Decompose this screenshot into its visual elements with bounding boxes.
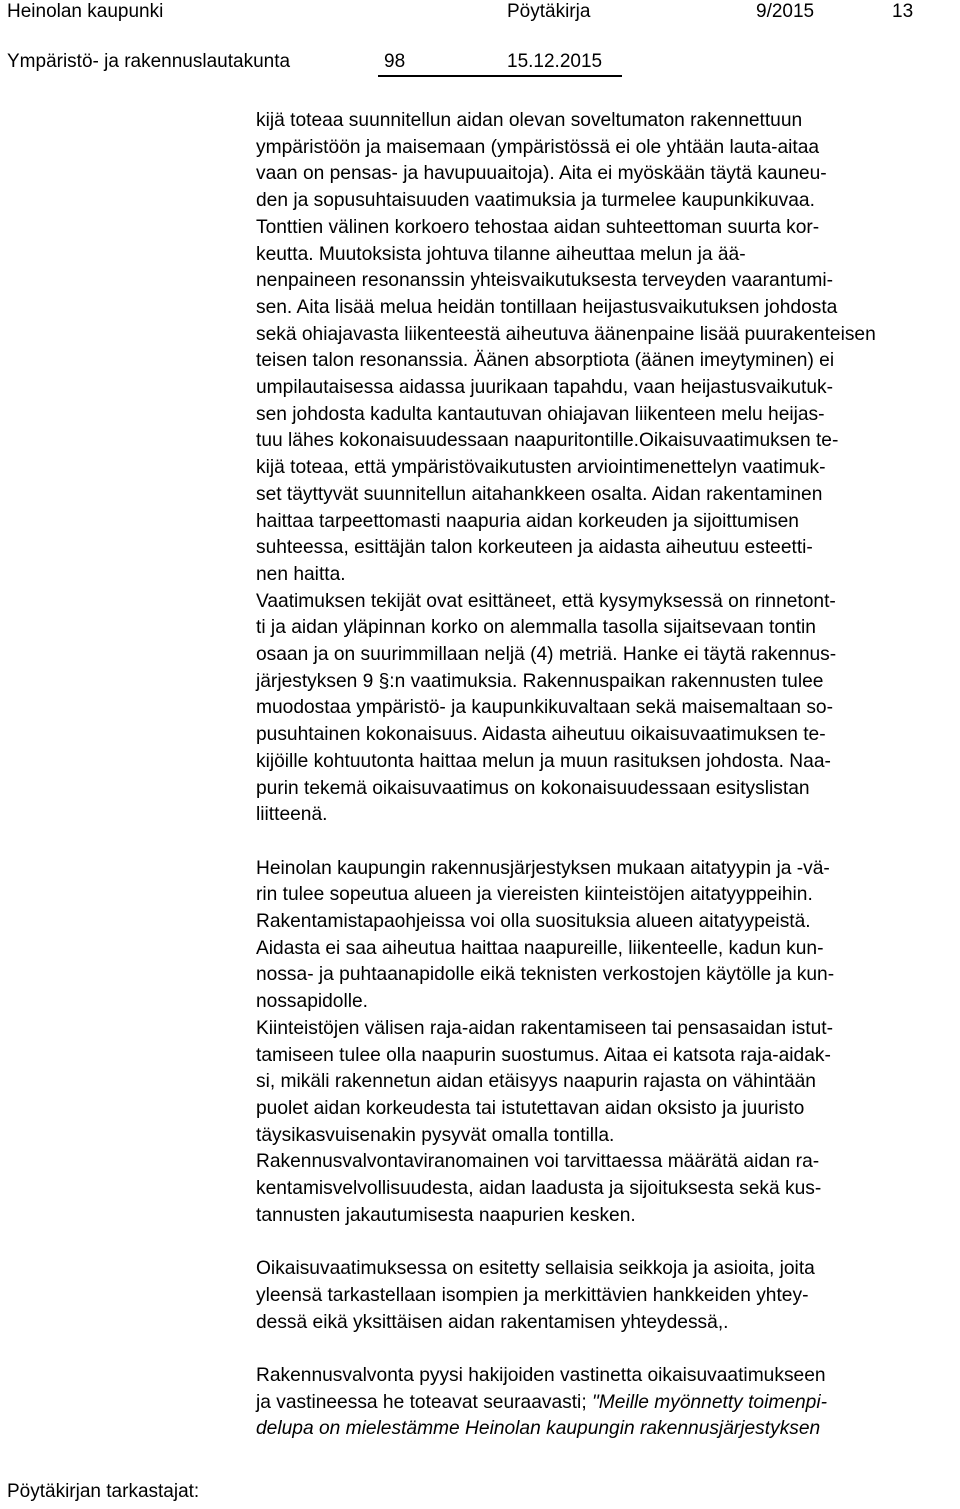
body-line: sekä ohiajavasta liikenteestä aiheutuva äänenpaine lisää puurakenteisen [256,323,876,345]
document-type: Pöytäkirja [507,1,591,22]
quote-line: delupa on mielestämme Heinolan kaupungin rakennusjärjestyksen [256,1418,821,1440]
body-line: muodostaa ympäristö- ja kaupunkikuvaltaan sekä maisemaltaan so- [256,697,833,719]
body-line: Tonttien välinen korkoero tehostaa aidan suhteettoman suurta kor- [256,216,820,238]
header-underline [378,75,622,77]
body-line: rin tulee sopeutua alueen ja viereisten kiinteistöjen aitatyyppeihin. [256,884,813,906]
body-line: den ja sopusuhtaisuuden vaatimuksia ja turmelee kaupunkikuvaa. [256,190,815,212]
body-line: haittaa tarpeettomasti naapuria aidan korkeuden ja sijoittumisen [256,510,799,532]
body-line: kentamisvelvollisuudesta, aidan laadusta ja sijoituksesta sekä kus- [256,1178,822,1200]
body-line: kijöille kohtuutonta haittaa melun ja muun rasituksen johdosta. Naa- [256,750,831,772]
body-line: Vaatimuksen tekijät ovat esittäneet, että kysymyksessä on rinnetont- [256,590,836,612]
body-line: suhteessa, esittäjän talon korkeuteen ja aidasta aiheutuu esteetti- [256,537,813,559]
body-line: teisen talon resonanssia. Äänen absorptiota (äänen imeytyminen) ei [256,350,835,372]
body-line: Aidasta ei saa aiheutua haittaa naapureille, liikenteelle, kadun kun- [256,937,824,959]
body-line: umpilautaisessa aidassa juurikaan tapahdu, vaan heijastusvaikutuk- [256,377,834,399]
body-line: set täyttyvät suunnitellun aitahankkeen osalta. Aidan rakentaminen [256,483,823,505]
body-line: nen haitta. [256,563,346,585]
body-line: ti ja aidan yläpinnan korko on alemmalla tasolla sijaitsevaan tontin [256,617,816,639]
footer-label: Pöytäkirjan tarkastajat: [7,1481,200,1502]
body-line: sen. Aita lisää melua heidän tontillaan heijastusvaikutuksen johdosta [256,296,838,318]
paragraph-gap [256,1336,956,1363]
body-line: nenpaineen resonanssin yhteisvaikutuksesta terveyden vaarantumi- [256,270,834,292]
body-line: ympäristöön ja maisemaan (ympäristössä ei ole yhtään lauta-aitaa [256,136,820,158]
body-line: Rakentamistapaohjeissa voi olla suosituksia alueen aitatyypeistä. [256,911,811,933]
body-line: vaan on pensas- ja havupuuaitoja). Aita ei myöskään täytä kauneu- [256,163,827,185]
organization-name: Heinolan kaupunki [7,1,164,22]
body-line: kijä toteaa suunnitellun aidan olevan soveltumaton rakennettuun [256,110,803,131]
body-line: purin tekemä oikaisuvaatimus on kokonaisuudessaan esityslistan [256,777,810,799]
body-line: nossapidolle. [256,991,369,1013]
quote-start: "Meille myönnetty toimenpi- [591,1391,828,1413]
body-line: sen johdosta kadulta kantautuvan ohiajavan liikenteen melu heijas- [256,403,825,425]
body-line: Kiinteistöjen välisen raja-aidan rakentamiseen tai pensasaidan istut- [256,1017,834,1039]
paragraph-gap [256,829,956,856]
meeting-date: 15.12.2015 [507,51,603,72]
body-line: Rakennusvalvonta pyysi hakijoiden vastinetta oikaisuvaatimukseen [256,1365,826,1386]
body-line: nossa- ja puhtaanapidolle eikä teknisten verkostojen käytölle ja kun- [256,964,835,986]
page-number: 13 [892,1,914,22]
body-line: si, mikäli rakennetun aidan etäisyys naapurin rajasta on vähintään [256,1071,816,1093]
body-line: Heinolan kaupungin rakennusjärjestyksen mukaan aitatyypin ja -vä- [256,857,830,879]
body-line: puolet aidan korkeudesta tai istutettavan aidan oksisto ja juuristo [256,1098,805,1119]
body-line-plain: ja vastineessa he toteavat seuraavasti; [256,1391,592,1413]
section-number: 98 [384,51,406,72]
body-line: tuu lähes kokonaisuudessaan naapuritontille.Oikaisuvaatimuksen te- [256,430,839,452]
body-line: keutta. Muutoksista johtuva tilanne aiheuttaa melun ja ää- [256,243,746,265]
body-line: yleensä tarkastellaan isompien ja merkittävien hankkeiden yhtey- [256,1284,809,1306]
body-line: liitteenä. [256,804,328,826]
body-line: kijä toteaa, että ympäristövaikutusten arviointimenettelyn vaatimuk- [256,457,826,479]
body-line: pusuhtainen kokonaisuus. Aidasta aiheutuu oikaisuvaatimuksen te- [256,724,826,746]
issue-number: 9/2015 [756,1,815,22]
body-line: Oikaisuvaatimuksessa on esitetty sellaisia seikkoja ja asioita, joita [256,1258,815,1280]
body-line: dessä eikä yksittäisen aidan rakentamisen yhteydessä,. [256,1311,729,1333]
body-line: tamiseen tulee olla naapurin suostumus. Aitaa ei katsota raja-aidak- [256,1044,831,1066]
committee-name: Ympäristö- ja rakennuslautakunta [7,51,291,72]
body-line: täysikasvuisenakin pysyvät omalla tontilla. [256,1124,615,1146]
body-line: tannusten jakautumisesta naapurien kesken. [256,1204,636,1226]
body-line: Rakennusvalvontaviranomainen voi tarvittaessa määrätä aidan ra- [256,1151,820,1173]
body-line: osaan ja on suurimmillaan neljä (4) metriä. Hanke ei täytä rakennus- [256,644,837,666]
body-text [256,108,956,1443]
body-line [256,1390,956,1417]
paragraph-gap [256,1230,956,1257]
body-line: järjestyksen 9 §:n vaatimuksia. Rakennuspaikan rakennusten tulee [256,670,824,692]
